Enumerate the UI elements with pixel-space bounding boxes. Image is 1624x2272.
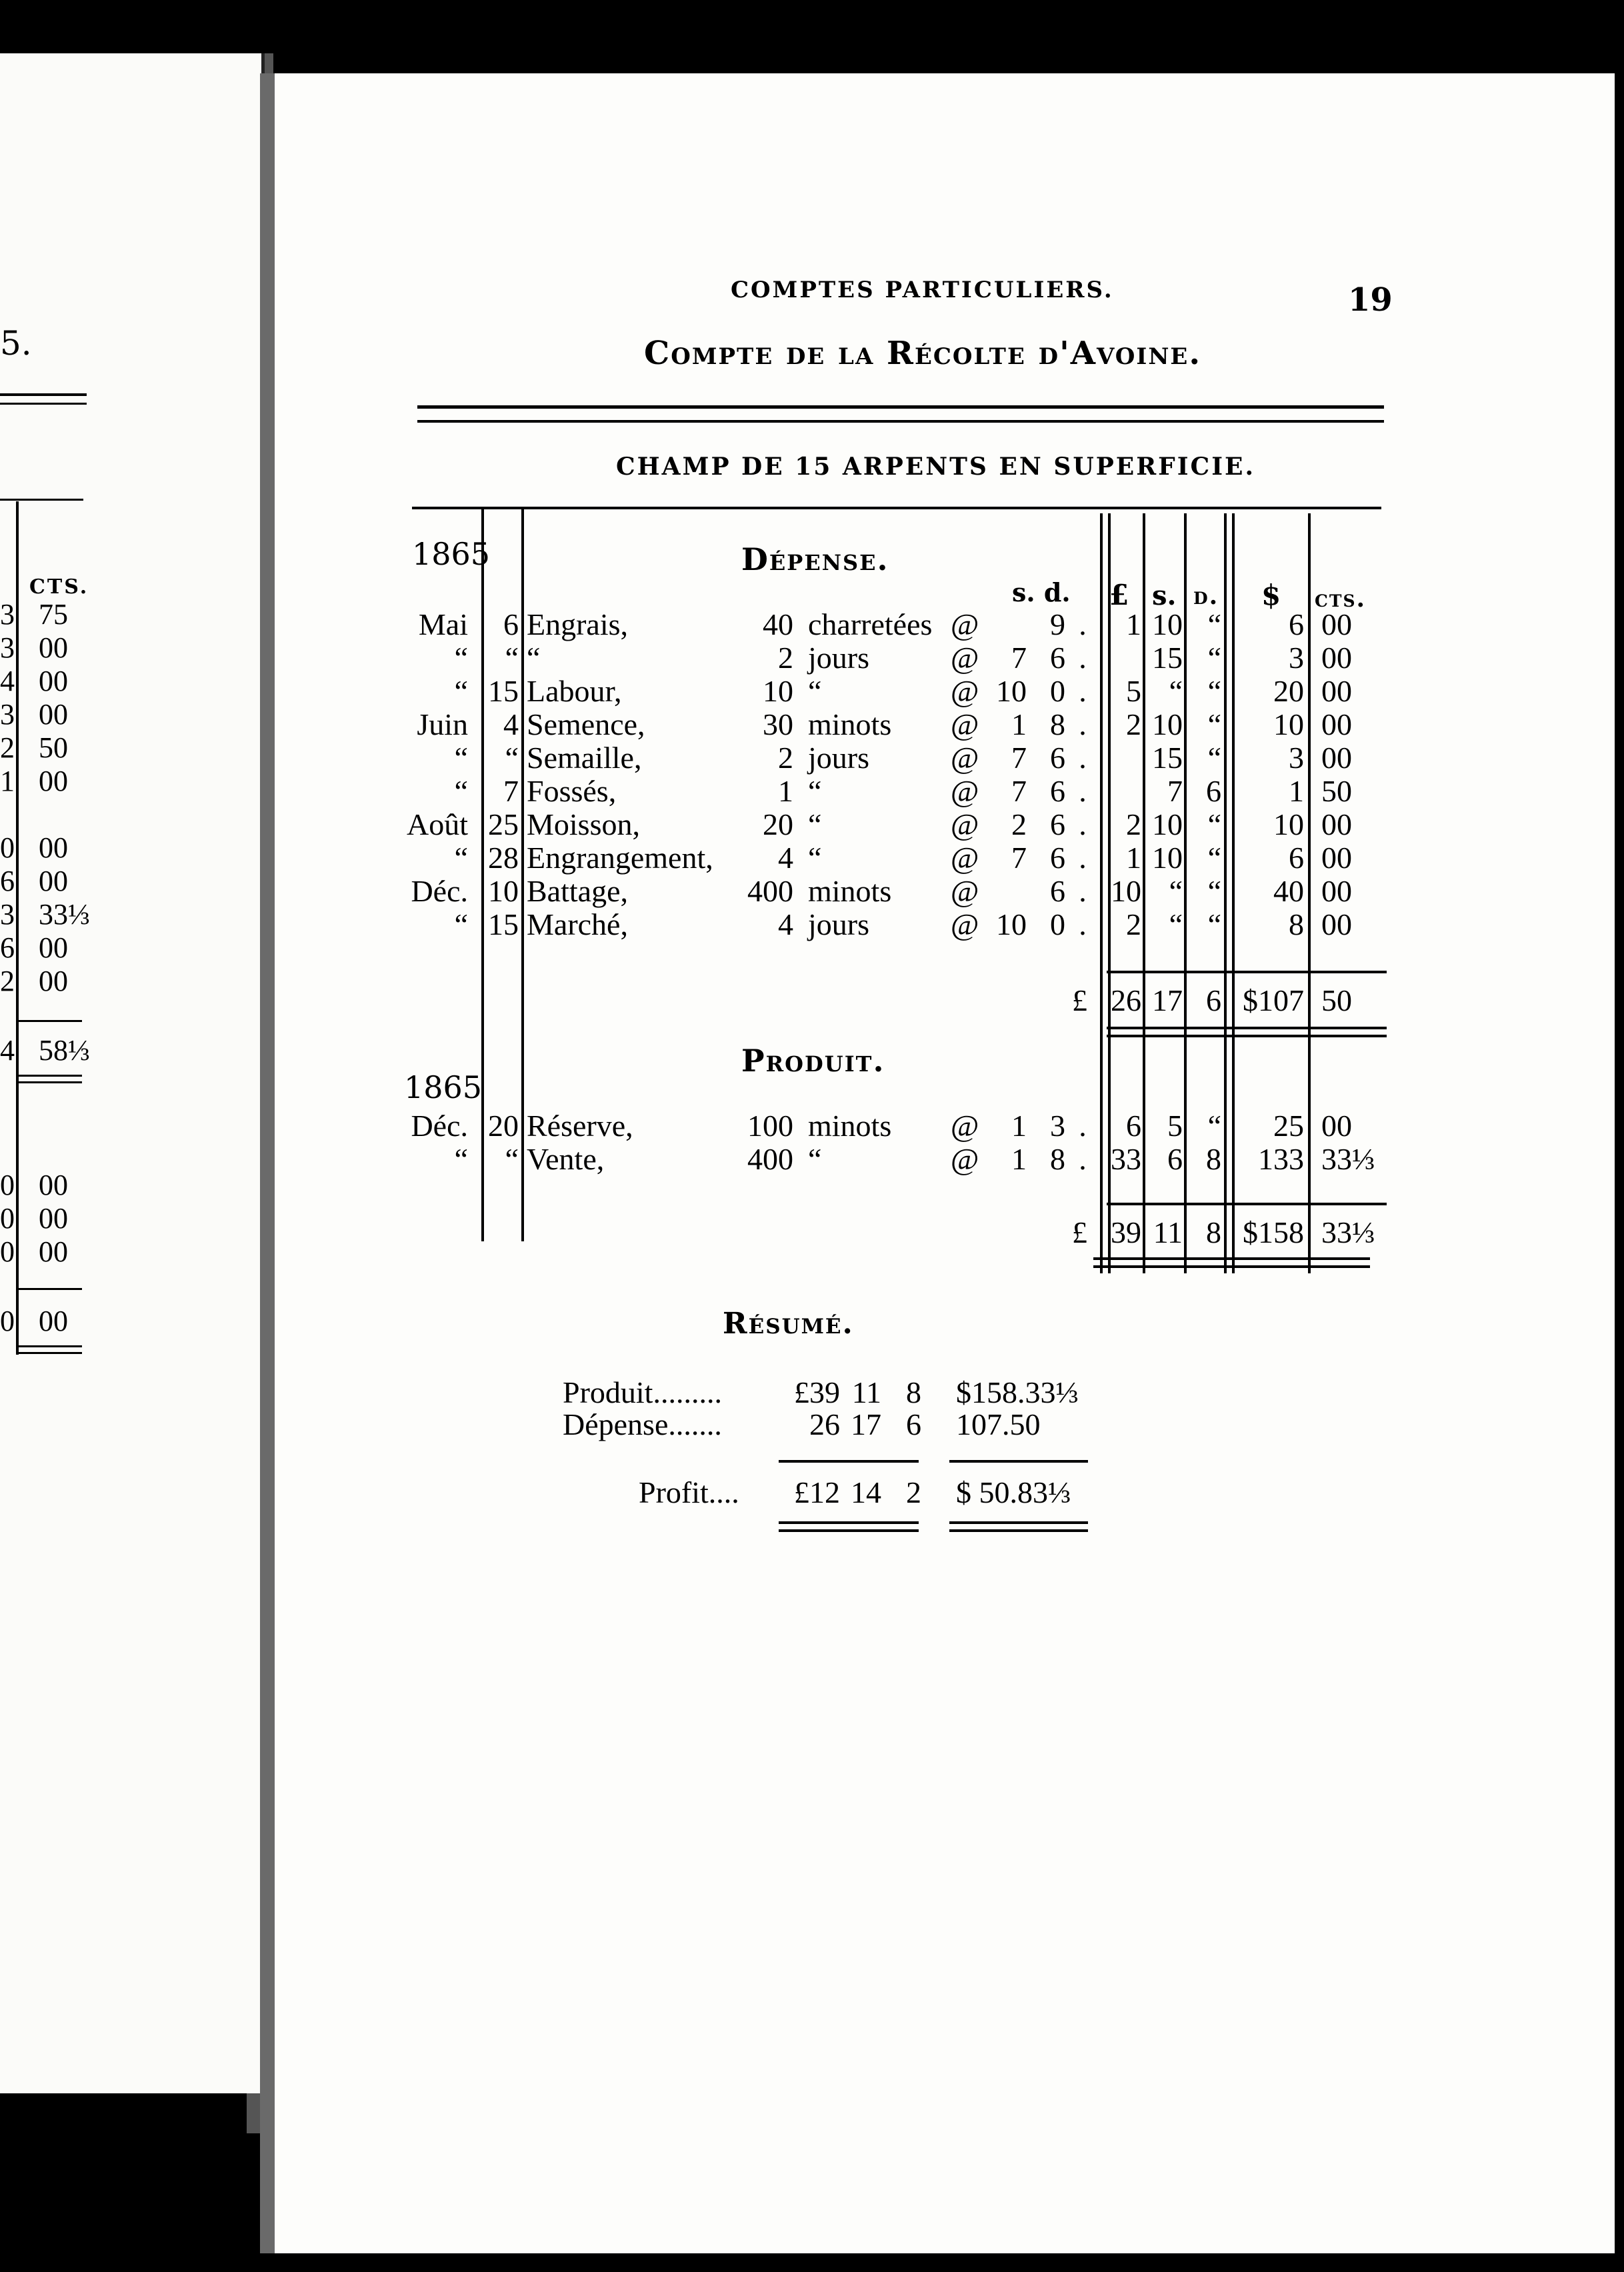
left-row-b: 00	[39, 665, 68, 697]
resume-rule	[949, 1521, 1088, 1524]
total-pence: 8	[1206, 1215, 1221, 1249]
row-qty: 2	[778, 741, 793, 775]
row-pence: 6	[1050, 741, 1065, 775]
left-row2-b: 00	[39, 1202, 68, 1235]
row-pence: 6	[1050, 841, 1065, 875]
row-dollar: 25	[1273, 1109, 1304, 1143]
left-row-a: 3	[0, 598, 15, 631]
left-row-b: 50	[39, 731, 68, 764]
row-dollar: 40	[1273, 874, 1304, 908]
row-item: Semence,	[527, 707, 645, 741]
resume-rule	[779, 1521, 919, 1524]
row-cents: 00	[1321, 674, 1352, 708]
row-dot: .	[1079, 707, 1087, 741]
left-row-a: 2	[0, 731, 15, 764]
row-unit: jours	[808, 907, 869, 941]
left-row2-a: 0	[0, 1235, 15, 1268]
total-dollar: $107	[1243, 983, 1304, 1017]
row-item: Marché,	[527, 907, 628, 941]
row-dollar: 6	[1289, 841, 1304, 875]
row-dot: .	[1079, 607, 1087, 641]
left-total-a: 4	[0, 1034, 15, 1067]
left-row-a: 1	[0, 765, 15, 797]
table-vline	[521, 508, 524, 1241]
resume-pence: 8	[906, 1375, 921, 1409]
row-pence: 8	[1050, 707, 1065, 741]
row-pence: 0	[1050, 907, 1065, 941]
row-pound: 5	[1126, 674, 1141, 708]
section-depense: Dépense.	[741, 541, 889, 577]
row-at: @	[951, 607, 979, 641]
row-dot: .	[1079, 807, 1087, 841]
row-qty: 2	[778, 641, 793, 675]
left-rule	[0, 499, 83, 501]
row-item: Battage,	[527, 874, 628, 908]
left-rule	[19, 1075, 82, 1077]
row-pound: 2	[1126, 907, 1141, 941]
resume-label: Dépense.......	[563, 1407, 722, 1441]
profit-pounds: £12	[794, 1475, 840, 1509]
row-month: Août	[407, 807, 468, 841]
left-row-b: 00	[39, 765, 68, 797]
row-shilling: 7	[1011, 741, 1027, 775]
row-cents: 50	[1321, 774, 1352, 808]
row-shilling: 7	[1011, 774, 1027, 808]
row-item: Semaille,	[527, 741, 642, 775]
row-pshilling: “	[1169, 907, 1183, 941]
row-month: “	[454, 1142, 468, 1176]
row-at: @	[951, 774, 979, 808]
row-at: @	[951, 741, 979, 775]
row-month: “	[454, 641, 468, 675]
row-item: Labour,	[527, 674, 622, 708]
row-pshilling: “	[1169, 874, 1183, 908]
left-column-line	[16, 501, 19, 1355]
row-pound: 2	[1126, 807, 1141, 841]
row-dollar: 133	[1258, 1142, 1304, 1176]
row-ppence: “	[1207, 741, 1221, 775]
resume-shilling: 11	[851, 1375, 881, 1409]
col-pound: £	[1109, 579, 1129, 611]
resume-label: Produit.........	[563, 1375, 722, 1409]
row-qty: 400	[747, 874, 793, 908]
left-row-b: 00	[39, 965, 68, 997]
row-month: Mai	[418, 607, 468, 641]
row-unit: “	[808, 674, 822, 708]
left-row-b: 00	[39, 865, 68, 897]
row-cents: 00	[1321, 874, 1352, 908]
row-dot: .	[1079, 1109, 1087, 1143]
row-dot: .	[1079, 841, 1087, 875]
row-day: 28	[488, 841, 519, 875]
row-item: Engrais,	[527, 607, 629, 641]
year-prod: 1865	[404, 1069, 483, 1105]
table-vline	[481, 508, 484, 1241]
left-total2-a: 0	[0, 1305, 15, 1337]
row-ppence: “	[1207, 807, 1221, 841]
row-month: Déc.	[411, 1109, 468, 1143]
left-row-a: 3	[0, 631, 15, 664]
resume-pence: 6	[906, 1407, 921, 1441]
page-subtitle: CHAMP DE 15 ARPENTS EN SUPERFICIE.	[616, 453, 1256, 481]
total-symbol: £	[1072, 983, 1087, 1017]
title-rule	[417, 420, 1384, 423]
row-day: 6	[503, 607, 519, 641]
row-shilling: 2	[1011, 807, 1027, 841]
col-s-d: s. d.	[1012, 577, 1071, 607]
row-unit: jours	[808, 641, 869, 675]
row-pshilling: 10	[1152, 807, 1183, 841]
row-pence: 6	[1050, 774, 1065, 808]
left-rule	[19, 1020, 82, 1022]
row-unit: jours	[808, 741, 869, 775]
total-rule	[1093, 1265, 1370, 1268]
row-pshilling: 7	[1167, 774, 1183, 808]
row-cents: 00	[1321, 841, 1352, 875]
row-dot: .	[1079, 674, 1087, 708]
row-unit: minots	[808, 1109, 892, 1143]
row-pound: 33	[1111, 1142, 1141, 1176]
left-total-b: 58⅓	[39, 1034, 90, 1067]
row-at: @	[951, 907, 979, 941]
row-pence: 6	[1050, 807, 1065, 841]
page-title: Compte de la Récolte d'Avoine.	[644, 335, 1202, 372]
row-item: Vente,	[527, 1142, 605, 1176]
row-item: “	[527, 641, 541, 675]
resume-shilling: 17	[851, 1407, 881, 1441]
row-ppence: “	[1207, 707, 1221, 741]
resume-pounds: 26	[809, 1407, 840, 1441]
row-pound: 1	[1126, 607, 1141, 641]
row-item: Fossés,	[527, 774, 617, 808]
row-ppence: 8	[1206, 1142, 1221, 1176]
total-rule	[1093, 1257, 1370, 1260]
resume-dollars: $158.33⅓	[956, 1375, 1079, 1409]
row-pshilling: 10	[1152, 841, 1183, 875]
row-unit: “	[808, 1142, 822, 1176]
row-pence: 6	[1050, 641, 1065, 675]
resume-rule	[779, 1529, 919, 1532]
row-cents: 00	[1321, 741, 1352, 775]
row-pence: 0	[1050, 674, 1065, 708]
row-day: 25	[488, 807, 519, 841]
total-pound: 26	[1111, 983, 1141, 1017]
row-day: “	[505, 1142, 519, 1176]
row-dollar: 10	[1273, 807, 1304, 841]
row-qty: 10	[763, 674, 793, 708]
row-day: 4	[503, 707, 519, 741]
row-at: @	[951, 841, 979, 875]
row-qty: 1	[778, 774, 793, 808]
row-cents: 00	[1321, 1109, 1352, 1143]
row-qty: 400	[747, 1142, 793, 1176]
row-qty: 4	[778, 907, 793, 941]
row-ppence: 6	[1206, 774, 1221, 808]
row-ppence: “	[1207, 641, 1221, 675]
row-ppence: “	[1207, 874, 1221, 908]
row-pshilling: “	[1169, 674, 1183, 708]
row-ppence: “	[1207, 907, 1221, 941]
profit-dollars: $ 50.83⅓	[956, 1475, 1071, 1509]
row-pence: 9	[1050, 607, 1065, 641]
left-page	[0, 53, 265, 2093]
row-dot: .	[1079, 1142, 1087, 1176]
row-dollar: 6	[1289, 607, 1304, 641]
total-pence: 6	[1206, 983, 1221, 1017]
row-at: @	[951, 641, 979, 675]
table-vline	[1100, 513, 1103, 1273]
row-unit: “	[808, 774, 822, 808]
left-row-a: 4	[0, 665, 15, 697]
row-qty: 100	[747, 1109, 793, 1143]
row-month: “	[454, 674, 468, 708]
row-unit: charretées	[808, 607, 933, 641]
total-rule	[1107, 1035, 1387, 1037]
title-rule	[417, 405, 1384, 409]
table-vline	[1232, 513, 1235, 1273]
row-item: Réserve,	[527, 1109, 633, 1143]
row-month: Juin	[417, 707, 468, 741]
left-row2-b: 00	[39, 1169, 68, 1201]
row-day: 7	[503, 774, 519, 808]
profit-pence: 2	[906, 1475, 921, 1509]
resume-title: Résumé.	[723, 1307, 854, 1341]
left-row-b: 00	[39, 931, 68, 964]
col-cents: cts.	[1315, 585, 1367, 613]
row-month: “	[454, 741, 468, 775]
row-shilling: 7	[1011, 841, 1027, 875]
total-rule	[1107, 1027, 1387, 1029]
row-day: “	[505, 641, 519, 675]
row-pshilling: 5	[1167, 1109, 1183, 1143]
row-dollar: 10	[1273, 707, 1304, 741]
row-item: Engrangement,	[527, 841, 713, 875]
row-month: Déc.	[411, 874, 468, 908]
resume-rule	[779, 1460, 919, 1463]
row-month: “	[454, 907, 468, 941]
row-unit: “	[808, 841, 822, 875]
col-shilling: s.	[1152, 580, 1177, 611]
row-qty: 4	[778, 841, 793, 875]
table-vline	[1308, 513, 1311, 1273]
left-row-a: 6	[0, 865, 15, 897]
row-cents: 00	[1321, 641, 1352, 675]
row-pound: 6	[1126, 1109, 1141, 1143]
left-row-b: 00	[39, 831, 68, 864]
row-cents: 33⅓	[1321, 1142, 1375, 1176]
row-pound: 1	[1126, 841, 1141, 875]
row-dot: .	[1079, 741, 1087, 775]
row-dollar: 3	[1289, 641, 1304, 675]
left-row-a: 0	[0, 831, 15, 864]
row-at: @	[951, 1142, 979, 1176]
left-row2-b: 00	[39, 1235, 68, 1268]
row-ppence: “	[1207, 1109, 1221, 1143]
total-pound: 39	[1111, 1215, 1141, 1249]
total-symbol: £	[1072, 1215, 1087, 1249]
row-qty: 20	[763, 807, 793, 841]
row-day: 15	[488, 674, 519, 708]
row-day: “	[505, 741, 519, 775]
left-cts-label: CTS.	[29, 575, 89, 599]
left-heading: 5.	[0, 324, 32, 363]
table-top-rule	[412, 507, 1381, 509]
left-row-b: 33⅓	[39, 898, 90, 931]
row-shilling: 7	[1011, 641, 1027, 675]
row-item: Moisson,	[527, 807, 640, 841]
row-ppence: “	[1207, 841, 1221, 875]
left-row-a: 3	[0, 698, 15, 731]
row-ppence: “	[1207, 674, 1221, 708]
row-month: “	[454, 774, 468, 808]
row-qty: 30	[763, 707, 793, 741]
row-unit: minots	[808, 874, 892, 908]
row-cents: 00	[1321, 707, 1352, 741]
row-pshilling: 15	[1152, 641, 1183, 675]
left-rule	[0, 393, 87, 396]
left-rule	[19, 1288, 82, 1290]
row-pshilling: 10	[1152, 607, 1183, 641]
left-row2-a: 0	[0, 1202, 15, 1235]
row-pound: 10	[1111, 874, 1141, 908]
row-dot: .	[1079, 641, 1087, 675]
left-total2-b: 00	[39, 1305, 68, 1337]
row-day: 15	[488, 907, 519, 941]
left-rule	[0, 403, 87, 405]
subtotal-rule	[1107, 971, 1387, 973]
left-rule	[19, 1081, 82, 1083]
row-cents: 00	[1321, 807, 1352, 841]
row-pshilling: 6	[1167, 1142, 1183, 1176]
row-pshilling: 15	[1152, 741, 1183, 775]
total-dollar: $158	[1243, 1215, 1304, 1249]
row-day: 20	[488, 1109, 519, 1143]
row-pshilling: 10	[1152, 707, 1183, 741]
total-shilling: 11	[1153, 1215, 1183, 1249]
row-at: @	[951, 1109, 979, 1143]
row-dot: .	[1079, 874, 1087, 908]
row-shilling: 10	[996, 907, 1027, 941]
subtotal-rule	[1107, 1203, 1387, 1205]
row-pence: 6	[1050, 874, 1065, 908]
row-dot: .	[1079, 907, 1087, 941]
left-row-a: 6	[0, 931, 15, 964]
row-at: @	[951, 707, 979, 741]
row-at: @	[951, 807, 979, 841]
row-at: @	[951, 674, 979, 708]
row-unit: minots	[808, 707, 892, 741]
resume-rule	[949, 1460, 1088, 1463]
row-at: @	[951, 874, 979, 908]
running-head: COMPTES PARTICULIERS.	[731, 277, 1114, 303]
row-dollar: 1	[1289, 774, 1304, 808]
col-pence: d.	[1193, 582, 1219, 610]
left-row-b: 00	[39, 698, 68, 731]
section-produit: Produit.	[741, 1043, 885, 1079]
year-dep: 1865	[412, 536, 491, 572]
row-day: 10	[488, 874, 519, 908]
resume-rule	[949, 1529, 1088, 1532]
table-vline	[1224, 513, 1227, 1273]
row-unit: “	[808, 807, 822, 841]
row-shilling: 1	[1011, 1109, 1027, 1143]
total-shilling: 17	[1152, 983, 1183, 1017]
resume-pounds: £39	[794, 1375, 840, 1409]
table-vline	[1184, 513, 1187, 1273]
row-dollar: 20	[1273, 674, 1304, 708]
row-dollar: 3	[1289, 741, 1304, 775]
row-dollar: 8	[1289, 907, 1304, 941]
col-dollar: $	[1261, 579, 1281, 611]
left-row-a: 3	[0, 898, 15, 931]
row-cents: 00	[1321, 907, 1352, 941]
row-pence: 3	[1050, 1109, 1065, 1143]
row-pound: 2	[1126, 707, 1141, 741]
row-month: “	[454, 841, 468, 875]
left-row-b: 75	[39, 598, 68, 631]
left-row-a: 2	[0, 965, 15, 997]
row-shilling: 1	[1011, 707, 1027, 741]
left-rule	[19, 1352, 82, 1354]
resume-dollars: 107.50	[956, 1407, 1041, 1441]
row-ppence: “	[1207, 607, 1221, 641]
page-number: 19	[1348, 281, 1393, 319]
total-cents: 33⅓	[1321, 1215, 1375, 1249]
total-cents: 50	[1321, 983, 1352, 1017]
profit-shilling: 14	[851, 1475, 881, 1509]
left-row2-a: 0	[0, 1169, 15, 1201]
row-dot: .	[1079, 774, 1087, 808]
row-shilling: 1	[1011, 1142, 1027, 1176]
profit-label: Profit....	[639, 1475, 739, 1509]
row-qty: 40	[763, 607, 793, 641]
row-cents: 00	[1321, 607, 1352, 641]
row-pence: 8	[1050, 1142, 1065, 1176]
left-rule	[19, 1345, 82, 1347]
left-row-b: 00	[39, 631, 68, 664]
row-shilling: 10	[996, 674, 1027, 708]
